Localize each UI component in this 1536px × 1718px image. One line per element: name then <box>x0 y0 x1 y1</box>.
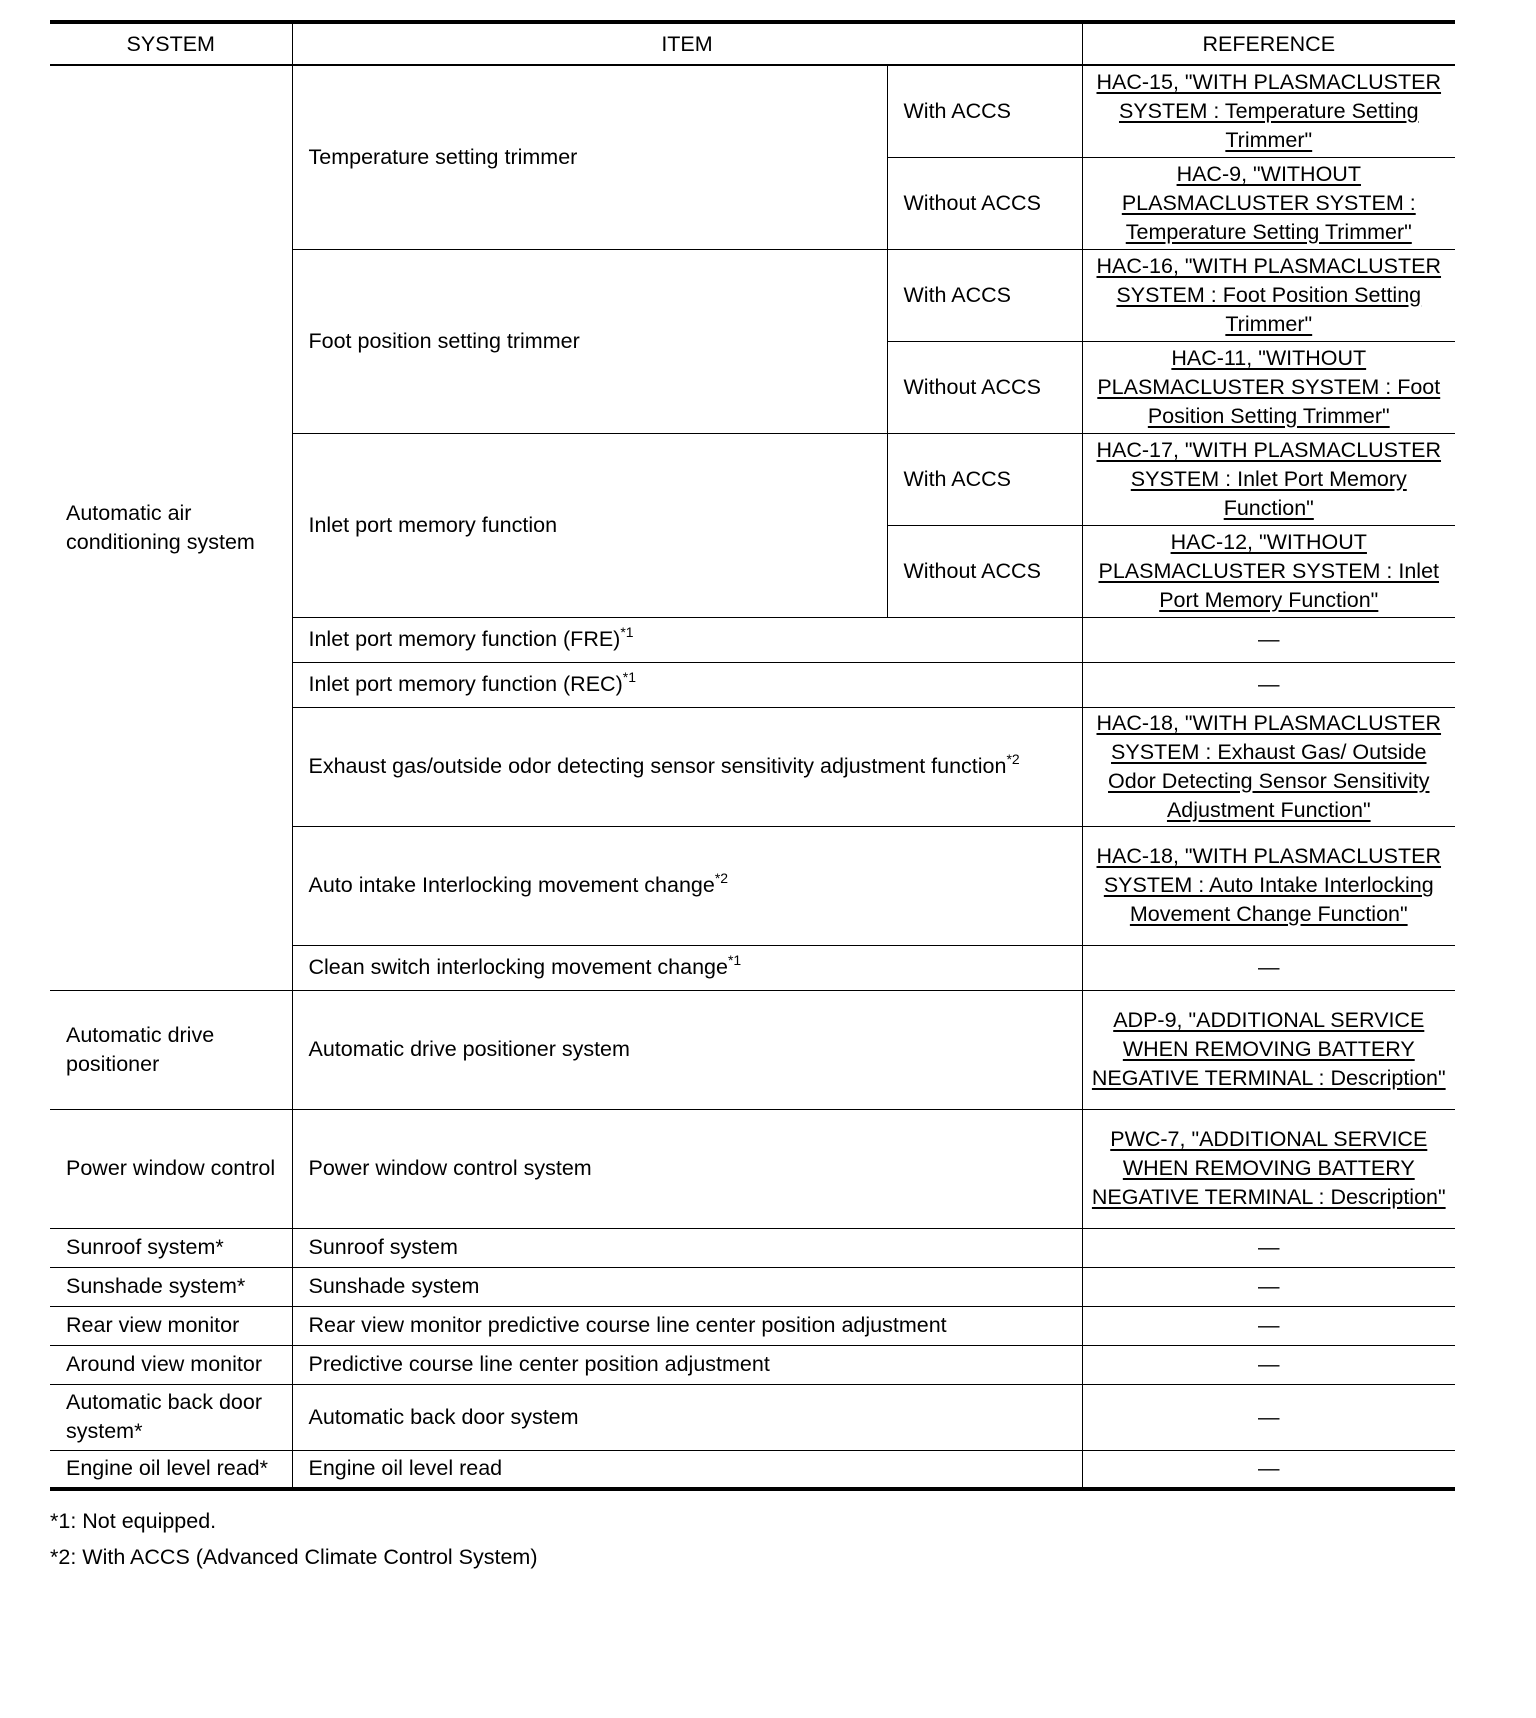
item-cell: Automatic back door system <box>292 1384 1082 1450</box>
reference-link-cell[interactable] <box>1082 341 1455 433</box>
reference-link-cell[interactable] <box>1082 65 1455 157</box>
reference-empty-cell: — <box>1082 1306 1455 1345</box>
system-cell: Automatic air conditioning system <box>50 65 292 990</box>
reference-link[interactable]: HAC-15, "WITH PLASMACLUSTER SYSTEM : Temperature Setting Trimmer" <box>1096 69 1442 152</box>
additional-service-table <box>50 20 1455 1491</box>
system-cell: Rear view monitor <box>50 1306 292 1345</box>
item-cell <box>292 662 1082 707</box>
item-cell: Temperature setting trimmer <box>292 65 887 249</box>
reference-link[interactable]: PWC-7, "ADDITIONAL SERVICE WHEN REMOVING BATTERY NEGATIVE TERMINAL : Description" <box>1091 1127 1446 1209</box>
variant-cell: Without ACCS <box>887 157 1082 249</box>
reference-link[interactable]: HAC-16, "WITH PLASMACLUSTER SYSTEM : Foot Position Setting Trimmer" <box>1096 253 1442 336</box>
variant-cell: With ACCS <box>887 433 1082 525</box>
system-cell: Sunshade system* <box>50 1267 292 1306</box>
system-cell: Engine oil level read* <box>50 1450 292 1489</box>
header-item: ITEM <box>292 22 1082 65</box>
reference-link-cell[interactable] <box>1082 249 1455 341</box>
footnote-mark: *2 <box>1006 751 1020 767</box>
reference-link-cell[interactable] <box>1082 707 1455 826</box>
reference-link-cell[interactable] <box>1082 433 1455 525</box>
reference-link-cell[interactable] <box>1082 525 1455 617</box>
reference-link[interactable]: HAC-9, "WITHOUT PLASMACLUSTER SYSTEM : Temperature Setting Trimmer" <box>1121 161 1416 244</box>
variant-cell: Without ACCS <box>887 525 1082 617</box>
reference-link[interactable]: ADP-9, "ADDITIONAL SERVICE WHEN REMOVING BATTERY NEGATIVE TERMINAL : Description" <box>1091 1008 1446 1090</box>
footnotes <box>50 1503 1455 1575</box>
reference-link-cell[interactable] <box>1082 157 1455 249</box>
system-cell: Power window control <box>50 1109 292 1228</box>
reference-link[interactable]: HAC-17, "WITH PLASMACLUSTER SYSTEM : Inlet Port Memory Function" <box>1096 437 1442 520</box>
item-label: Clean switch interlocking movement change <box>308 955 728 979</box>
footnote-mark: *1 <box>622 669 636 685</box>
reference-link-cell[interactable] <box>1082 990 1455 1109</box>
table-row <box>50 1306 1455 1345</box>
item-cell: Power window control system <box>292 1109 1082 1228</box>
item-cell: Sunshade system <box>292 1267 1082 1306</box>
item-cell <box>292 945 1082 990</box>
reference-link-cell[interactable] <box>1082 1109 1455 1228</box>
system-cell: Around view monitor <box>50 1345 292 1384</box>
footnote-mark: *2 <box>714 870 729 886</box>
item-cell: Rear view monitor predictive course line center position adjustment <box>292 1306 1082 1345</box>
reference-empty-cell: — <box>1082 617 1455 662</box>
footnote-mark: *1 <box>727 952 742 968</box>
item-cell: Predictive course line center position adjustment <box>292 1345 1082 1384</box>
footnote-2: *2: With ACCS (Advanced Climate Control System) <box>50 1545 538 1569</box>
reference-link[interactable]: HAC-18, "WITH PLASMACLUSTER SYSTEM : Exhaust Gas/ Outside Odor Detecting Sensor Sensitivity Adjustment Function" <box>1096 710 1442 822</box>
reference-empty-cell: — <box>1082 945 1455 990</box>
table-row <box>50 1450 1455 1489</box>
footnote-1: *1: Not equipped. <box>50 1509 217 1533</box>
item-label: Inlet port memory function (REC) <box>308 672 623 696</box>
item-label: Inlet port memory function (FRE) <box>308 627 621 651</box>
table-row <box>50 1267 1455 1306</box>
item-cell <box>292 617 1082 662</box>
reference-empty-cell: — <box>1082 1228 1455 1267</box>
reference-table-sheet <box>50 20 1455 1575</box>
reference-empty-cell: — <box>1082 1384 1455 1450</box>
item-label: Auto intake Interlocking movement change <box>308 873 715 897</box>
table-row <box>50 1109 1455 1228</box>
item-cell: Foot position setting trimmer <box>292 249 887 433</box>
table-row <box>50 65 1455 157</box>
item-cell: Engine oil level read <box>292 1450 1082 1489</box>
header-system: SYSTEM <box>50 22 292 65</box>
reference-link-cell[interactable] <box>1082 826 1455 945</box>
reference-empty-cell: — <box>1082 1345 1455 1384</box>
item-cell <box>292 707 1082 826</box>
item-cell: Sunroof system <box>292 1228 1082 1267</box>
system-cell: Automatic drive positioner <box>50 990 292 1109</box>
reference-link[interactable]: HAC-11, "WITHOUT PLASMACLUSTER SYSTEM : Foot Position Setting Trimmer" <box>1097 345 1441 428</box>
table-row <box>50 990 1455 1109</box>
reference-empty-cell: — <box>1082 662 1455 707</box>
system-cell: Sunroof system* <box>50 1228 292 1267</box>
system-cell: Automatic back door system* <box>50 1384 292 1450</box>
item-cell: Automatic drive positioner system <box>292 990 1082 1109</box>
variant-cell: Without ACCS <box>887 341 1082 433</box>
variant-cell: With ACCS <box>887 249 1082 341</box>
item-cell <box>292 826 1082 945</box>
reference-link[interactable]: HAC-18, "WITH PLASMACLUSTER SYSTEM : Auto Intake Interlocking Movement Change Function" <box>1096 844 1442 926</box>
table-row <box>50 1345 1455 1384</box>
reference-link[interactable]: HAC-12, "WITHOUT PLASMACLUSTER SYSTEM : Inlet Port Memory Function" <box>1098 529 1440 612</box>
item-cell: Inlet port memory function <box>292 433 887 617</box>
header-reference: REFERENCE <box>1082 22 1455 65</box>
table-header-row <box>50 22 1455 65</box>
reference-empty-cell: — <box>1082 1267 1455 1306</box>
footnote-mark: *1 <box>620 624 634 640</box>
table-row <box>50 1384 1455 1450</box>
table-row <box>50 1228 1455 1267</box>
variant-cell: With ACCS <box>887 65 1082 157</box>
reference-empty-cell: — <box>1082 1450 1455 1489</box>
item-label: Exhaust gas/outside odor detecting sensor sensitivity adjustment function <box>308 754 1007 778</box>
